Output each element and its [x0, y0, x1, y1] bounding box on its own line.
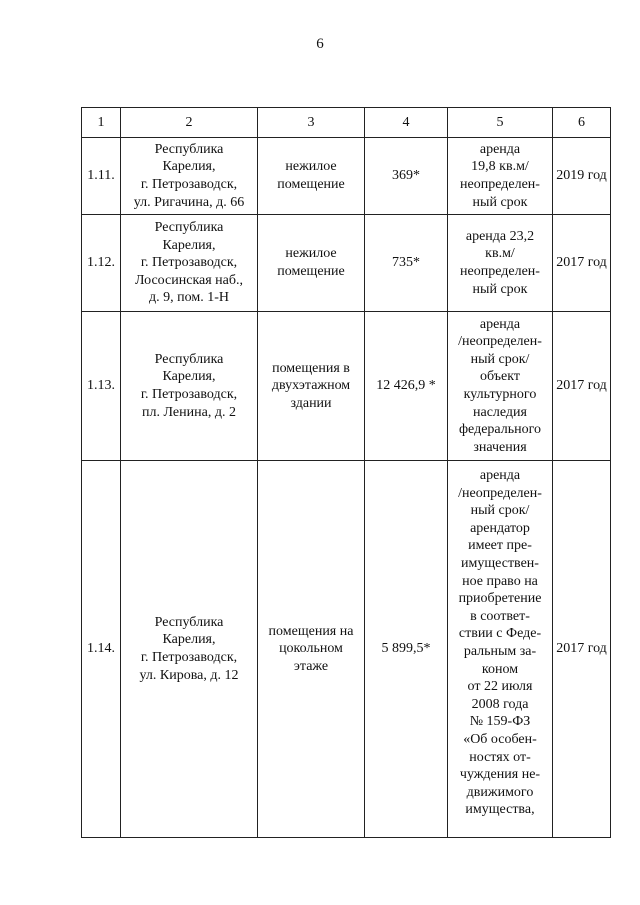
- address-line: ул. Кирова, д. 12: [139, 667, 239, 683]
- address-line: г. Петрозаводск,: [140, 650, 238, 665]
- row-number-cell: 1.12.: [82, 215, 121, 312]
- area-cell: 12 426,9 *: [365, 312, 448, 461]
- type-line: помещения в: [272, 360, 350, 376]
- address-line: Карелия,: [162, 632, 216, 648]
- year-cell: 2017 год: [553, 312, 611, 461]
- type-line: помещение: [277, 264, 345, 279]
- terms-line: федерального: [458, 422, 542, 438]
- terms-line: имущества,: [465, 802, 535, 818]
- type-line: помещения на: [268, 623, 354, 639]
- address-cell: [121, 138, 258, 215]
- terms-line: в соответ-: [470, 608, 530, 624]
- terms-line: ный срок/: [470, 503, 530, 519]
- terms-line: кв.м/: [485, 246, 515, 262]
- terms-line: коном: [481, 661, 519, 677]
- terms-line: от 22 июля: [467, 679, 533, 695]
- year-cell: 2019 год: [553, 138, 611, 215]
- address-line: г. Петрозаводск,: [140, 255, 238, 271]
- column-header: 2: [121, 108, 258, 138]
- row-number-cell: 1.11.: [82, 138, 121, 215]
- terms-line: № 159-ФЗ: [469, 714, 531, 730]
- terms-line: культурного: [463, 387, 537, 402]
- property-table: [81, 107, 611, 838]
- area-cell: 5 899,5*: [365, 461, 448, 838]
- premises-type-cell: [258, 312, 365, 461]
- terms-line: «Об особен-: [463, 731, 537, 747]
- terms-line: неопределен-: [460, 264, 540, 279]
- terms-line: аренда 23,2: [465, 228, 535, 244]
- terms-line: арендатор: [470, 520, 530, 536]
- terms-line: объект: [480, 369, 520, 385]
- terms-line: неопределен-: [460, 177, 540, 192]
- address-line: Карелия,: [162, 369, 216, 385]
- terms-cell: [448, 312, 553, 461]
- address-line: Карелия,: [162, 159, 216, 175]
- terms-line: ный срок/: [470, 351, 530, 367]
- address-line: г. Петрозаводск,: [140, 177, 238, 192]
- table-header-row: [82, 108, 611, 138]
- terms-line: значения: [473, 439, 527, 455]
- terms-line: наследия: [473, 404, 527, 420]
- column-header: 6: [553, 108, 611, 138]
- address-line: Лососинская наб.,: [134, 272, 244, 288]
- terms-line: аренда: [479, 316, 521, 332]
- column-header: 5: [448, 108, 553, 138]
- address-cell: [121, 215, 258, 312]
- type-line: этаже: [293, 658, 329, 674]
- address-line: Республика: [154, 351, 224, 367]
- terms-line: аренда: [479, 468, 521, 483]
- table-row: [82, 312, 611, 461]
- address-line: Республика: [154, 141, 224, 157]
- table-row: [82, 461, 611, 838]
- table-row: [82, 215, 611, 312]
- terms-cell: [448, 215, 553, 312]
- area-cell: 369*: [365, 138, 448, 215]
- terms-cell: [448, 138, 553, 215]
- type-line: здании: [290, 395, 332, 411]
- address-line: д. 9, пом. 1-Н: [149, 290, 229, 306]
- type-line: нежилое: [285, 246, 337, 262]
- terms-line: ный срок: [472, 194, 528, 210]
- type-line: нежилое: [285, 159, 337, 175]
- address-line: Республика: [154, 614, 224, 630]
- terms-line: /неопределен-: [458, 485, 542, 501]
- year-cell: 2017 год: [553, 215, 611, 312]
- year-cell: 2017 год: [553, 461, 611, 838]
- terms-line: чуждения не-: [459, 767, 541, 783]
- address-cell: [121, 461, 258, 838]
- address-line: Карелия,: [162, 237, 216, 253]
- premises-type-cell: [258, 138, 365, 215]
- row-number-cell: 1.14.: [82, 461, 121, 838]
- row-number-cell: 1.13.: [82, 312, 121, 461]
- area-cell: 735*: [365, 215, 448, 312]
- terms-line: ствии с Феде-: [458, 626, 542, 642]
- terms-line: приобретение: [458, 591, 542, 607]
- terms-line: 19,8 кв.м/: [471, 159, 529, 175]
- table-row: [82, 138, 611, 215]
- address-line: Республика: [154, 220, 224, 236]
- premises-type-cell: [258, 461, 365, 838]
- type-line: цокольном: [279, 641, 343, 657]
- terms-line: ный срок: [472, 281, 528, 297]
- terms-line: ностях от-: [469, 749, 531, 765]
- premises-type-cell: [258, 215, 365, 312]
- address-cell: [121, 312, 258, 461]
- terms-line: /неопределен-: [458, 334, 542, 350]
- terms-line: имуществен-: [461, 555, 539, 571]
- column-header: 1: [82, 108, 121, 138]
- terms-line: 2008 года: [471, 696, 529, 712]
- type-line: двухэтажном: [271, 378, 351, 394]
- column-header: 3: [258, 108, 365, 138]
- address-line: г. Петрозаводск,: [140, 387, 238, 402]
- terms-line: движимого: [466, 784, 534, 800]
- page-number: 6: [316, 36, 324, 52]
- terms-line: аренда: [479, 141, 521, 157]
- address-line: ул. Ригачина, д. 66: [133, 194, 245, 210]
- terms-line: ное право на: [462, 573, 538, 589]
- terms-line: имеет пре-: [468, 538, 532, 554]
- terms-line: ральным за-: [463, 643, 537, 659]
- column-header: 4: [365, 108, 448, 138]
- address-line: пл. Ленина, д. 2: [142, 404, 236, 420]
- type-line: помещение: [277, 177, 345, 192]
- terms-cell: [448, 461, 553, 838]
